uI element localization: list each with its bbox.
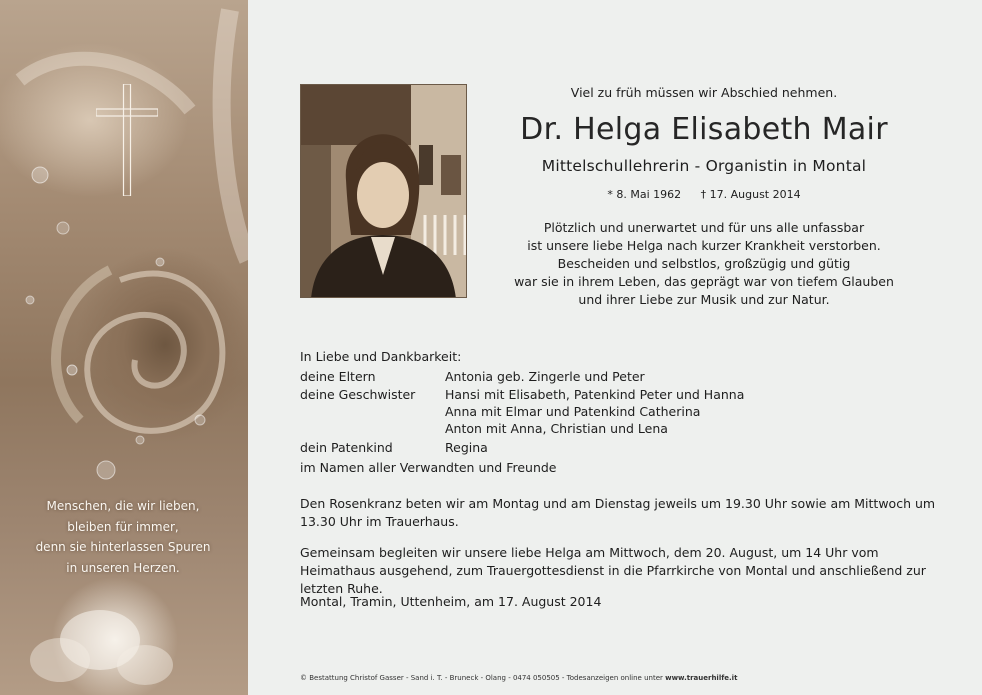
portrait-photo xyxy=(300,84,467,298)
profession: Mittelschullehrerin - Organistin in Montal xyxy=(541,157,867,175)
message-line: und ihrer Liebe zur Musik und zur Natur. xyxy=(578,292,830,307)
death-date: † 17. August 2014 xyxy=(700,188,801,201)
footer xyxy=(300,674,737,682)
life-dates xyxy=(484,188,924,201)
intro-text: Viel zu früh müssen wir Abschied nehmen. xyxy=(570,85,838,100)
message-line: ist unsere liebe Helga nach kurzer Krankheit verstorben. xyxy=(527,238,881,253)
deceased-name: Dr. Helga Elisabeth Mair xyxy=(520,112,888,147)
quote-line: denn sie hinterlassen Spuren xyxy=(35,540,211,554)
relation-names: Anton mit Anna, Christian und Lena xyxy=(445,421,668,436)
message-line: Plötzlich und unerwartet und für uns alle unfassbar xyxy=(543,220,865,235)
rosary-notice: Den Rosenkranz beten wir am Montag und am Dienstag jeweils um 19.30 Uhr sowie am Mittwoch um 13.30 Uhr im Trauerhaus. xyxy=(300,496,936,529)
relation-names: Hansi mit Elisabeth, Patenkind Peter und Hanna xyxy=(445,387,745,402)
rose-panel xyxy=(0,0,248,695)
quote-line: Menschen, die wir lieben, xyxy=(46,499,200,513)
message xyxy=(484,219,924,309)
relation-names: Antonia geb. Zingerle und Peter xyxy=(445,369,645,384)
relation-names: Regina xyxy=(445,440,488,455)
portrait-image xyxy=(301,85,467,298)
footer-url[interactable]: www.trauerhilfe.it xyxy=(665,674,738,682)
funeral-notice: Gemeinsam begleiten wir unsere liebe Helga am Mittwoch, dem 20. August, um 14 Uhr vom Heimathaus ausgehend, zum Trauergottesdienst in die Pfarrkirche von Montal und anschließend zur letzten Ruhe. xyxy=(300,545,926,596)
quote-line: bleiben für immer, xyxy=(67,519,179,534)
quote-line: in unseren Herzen. xyxy=(66,560,180,575)
relation-label: deine Geschwister xyxy=(300,387,416,402)
relation-label: dein Patenkind xyxy=(300,440,393,455)
birth-date: * 8. Mai 1962 xyxy=(607,188,682,201)
relation-names: Anna mit Elmar und Patenkind Catherina xyxy=(445,404,701,419)
place-date: Montal, Tramin, Uttenheim, am 17. August 2014 xyxy=(300,594,602,609)
cross-icon xyxy=(96,84,158,196)
footer-text: © Bestattung Christof Gasser - Sand i. T. - Bruneck - Olang - 0474 050505 - Todesanzeigen online unter xyxy=(300,674,663,682)
message-line: Bescheiden und selbstlos, großzügig und gütig xyxy=(557,256,851,271)
relation-label: deine Eltern xyxy=(300,369,376,384)
mourners-closing: im Namen aller Verwandten und Freunde xyxy=(300,460,557,475)
mourners-intro: In Liebe und Dankbarkeit: xyxy=(300,349,462,364)
quote xyxy=(28,496,218,578)
message-line: war sie in ihrem Leben, das geprägt war von tiefem Glauben xyxy=(514,274,894,289)
